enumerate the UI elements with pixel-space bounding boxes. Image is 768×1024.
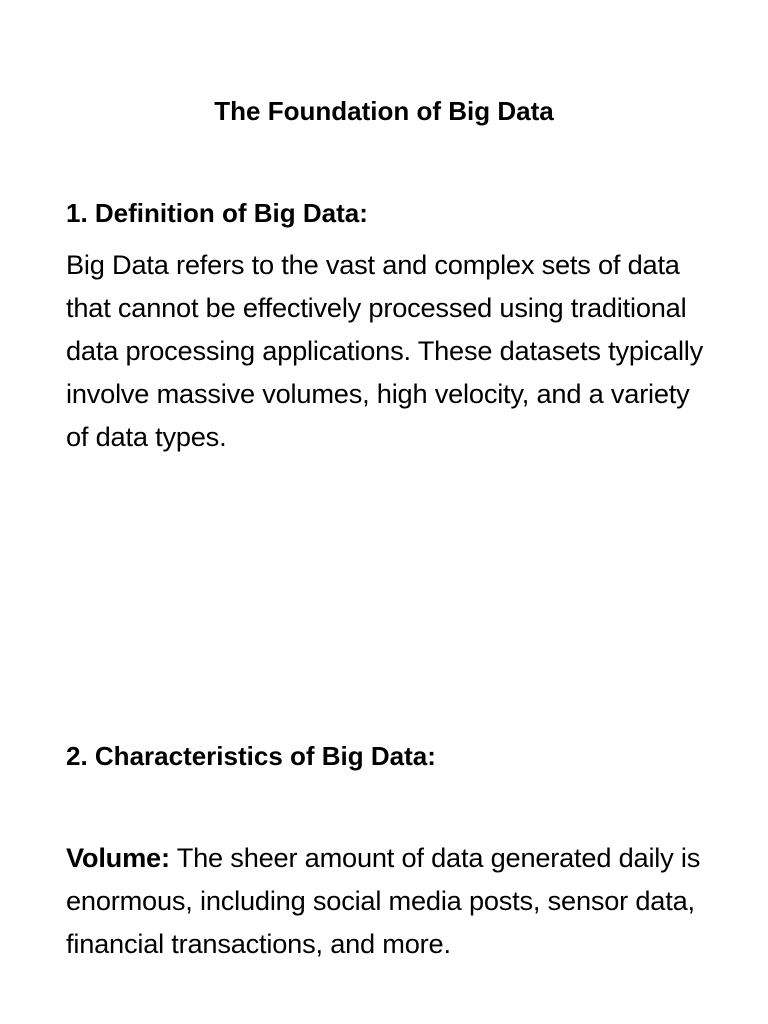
volume-description: The sheer amount of data generated daily is enormous, including social media posts, sensor data, financial transactions, and more.	[66, 842, 701, 959]
volume-paragraph	[66, 836, 716, 965]
volume-term: Volume:	[66, 842, 170, 873]
definition-paragraph: Big Data refers to the vast and complex sets of data that cannot be effectively processed using traditional data processing applications. These datasets typically involve massive volumes, high velocity, and a variety of data types.	[66, 249, 704, 452]
document-title: The Foundation of Big Data	[214, 96, 554, 126]
section-heading-characteristics: 2. Characteristics of Big Data:	[66, 741, 436, 771]
section-heading-definition: 1. Definition of Big Data:	[66, 198, 368, 228]
